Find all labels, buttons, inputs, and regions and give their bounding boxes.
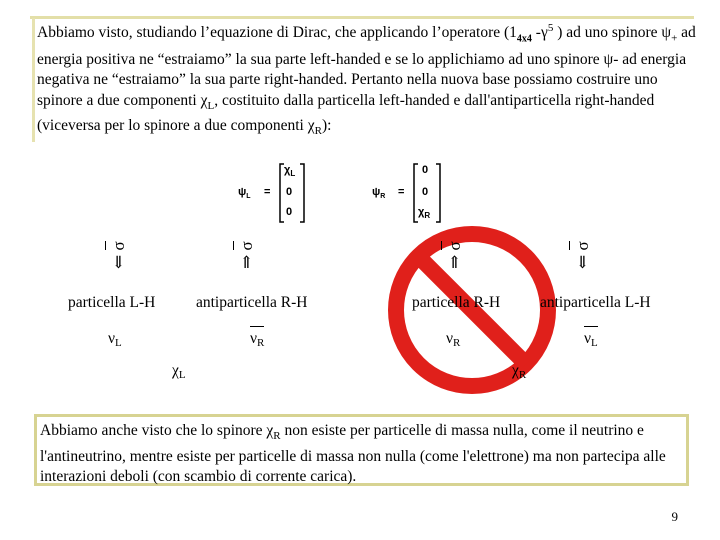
label-particella-LH: particella L-H xyxy=(68,294,156,311)
label-particella-RH: particella R-H xyxy=(412,294,501,311)
outro-paragraph: Abbiamo anche visto che lo spinore $\chi_R$ non esiste per particelle di massa nulla, come il neutrino e l'antineutrino, mentre esiste per particelle di massa non nulla (come l'elettrone) ma non partecipa alle interazioni deboli (con scambio di corrente carica). xyxy=(40,422,666,486)
anti-nu-R: $\nu_R$ xyxy=(250,330,265,349)
page-number: 9 xyxy=(671,509,678,524)
chi-R: $\chi_R$ xyxy=(512,362,527,381)
label-antiparticella-RH: antiparticella R-H xyxy=(196,294,308,311)
label-antiparticella-LH: antiparticella L-H xyxy=(540,294,651,311)
chi-L: $\chi_L$ xyxy=(172,362,186,381)
nu-L: $\nu_L$ xyxy=(108,330,122,349)
intro-paragraph: Abbiamo visto, studiando l’equazione di Dirac, che applicando l’operatore ($1_{4x4}$ $-\gamma^5$ ) ad uno spinore $\psi_+$ ad energia positiva ne “estraiamo” la sua parte left-handed e se lo applichiamo ad uno spinore ψ- ad energia negativa ne “estraiamo” la sua parte right-handed. Pertanto nella nuova base possiamo costruire uno spinore a due componenti $\chi_L$, costituito dalla particella left-handed e dall'antiparticella right-handed (viceversa per lo spinore a due componenti $\chi_R$): xyxy=(32,18,699,142)
anti-nu-L: $\nu_L$ xyxy=(584,330,598,349)
nu-R: $\nu_R$ xyxy=(446,330,461,349)
